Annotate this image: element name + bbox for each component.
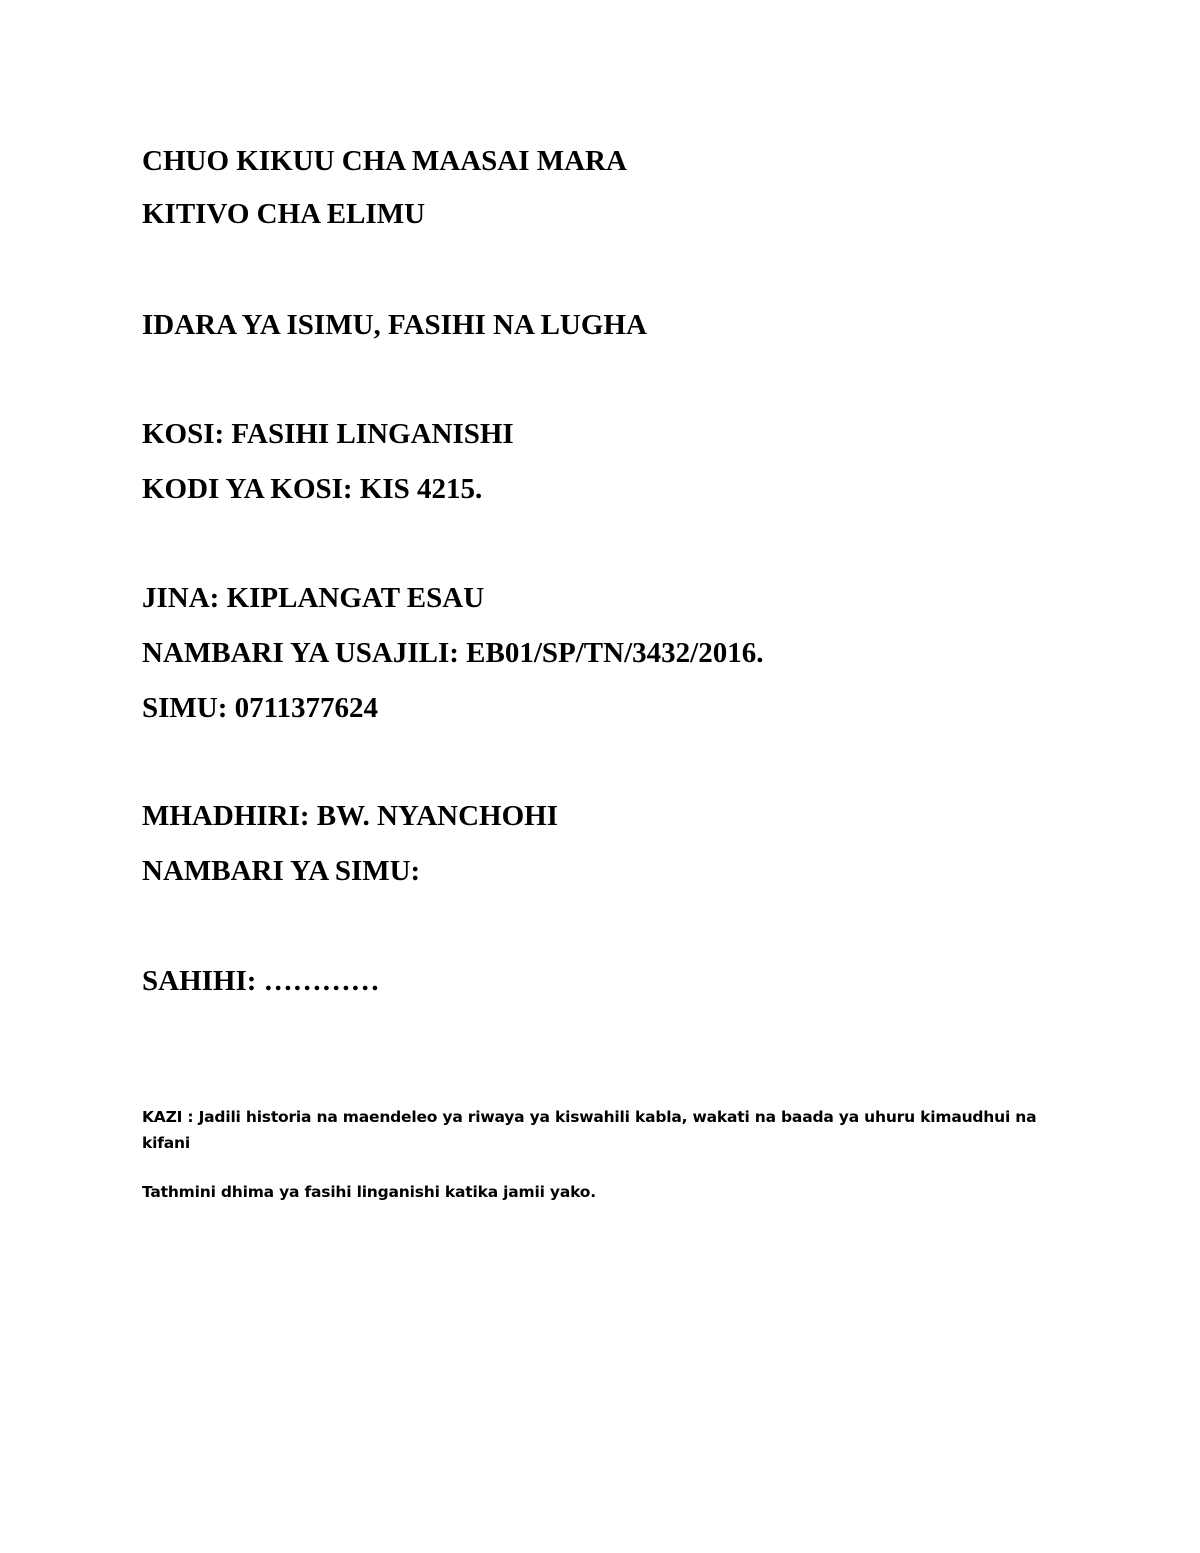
faculty-name: KITIVO CHA ELIMU [142,198,426,230]
course-name: KOSI: FASIHI LINGANISHI [142,418,514,450]
department-name: IDARA YA ISIMU, FASIHI NA LUGHA [142,309,647,341]
lecturer-name: MHADHIRI: BW. NYANCHOHI [142,800,558,832]
student-name: JINA: KIPLANGAT ESAU [142,582,485,614]
student-phone: SIMU: 0711377624 [142,692,379,724]
university-name: CHUO KIKUU CHA MAASAI MARA [142,145,627,177]
signature-field: SAHIHI: ………… [142,965,380,997]
assignment-task-1: KAZI : Jadili historia na maendeleo ya riwaya ya kiswahili kabla, wakati na baada ya uhuru kimaudhui na kifani [142,1108,1037,1152]
registration-number: NAMBARI YA USAJILI: EB01/SP/TN/3432/2016. [142,637,764,669]
lecturer-phone: NAMBARI YA SIMU: [142,855,421,887]
assignment-task-2: Tathmini dhima ya fasihi linganishi katika jamii yako. [142,1183,596,1201]
course-code: KODI YA KOSI: KIS 4215. [142,473,483,505]
